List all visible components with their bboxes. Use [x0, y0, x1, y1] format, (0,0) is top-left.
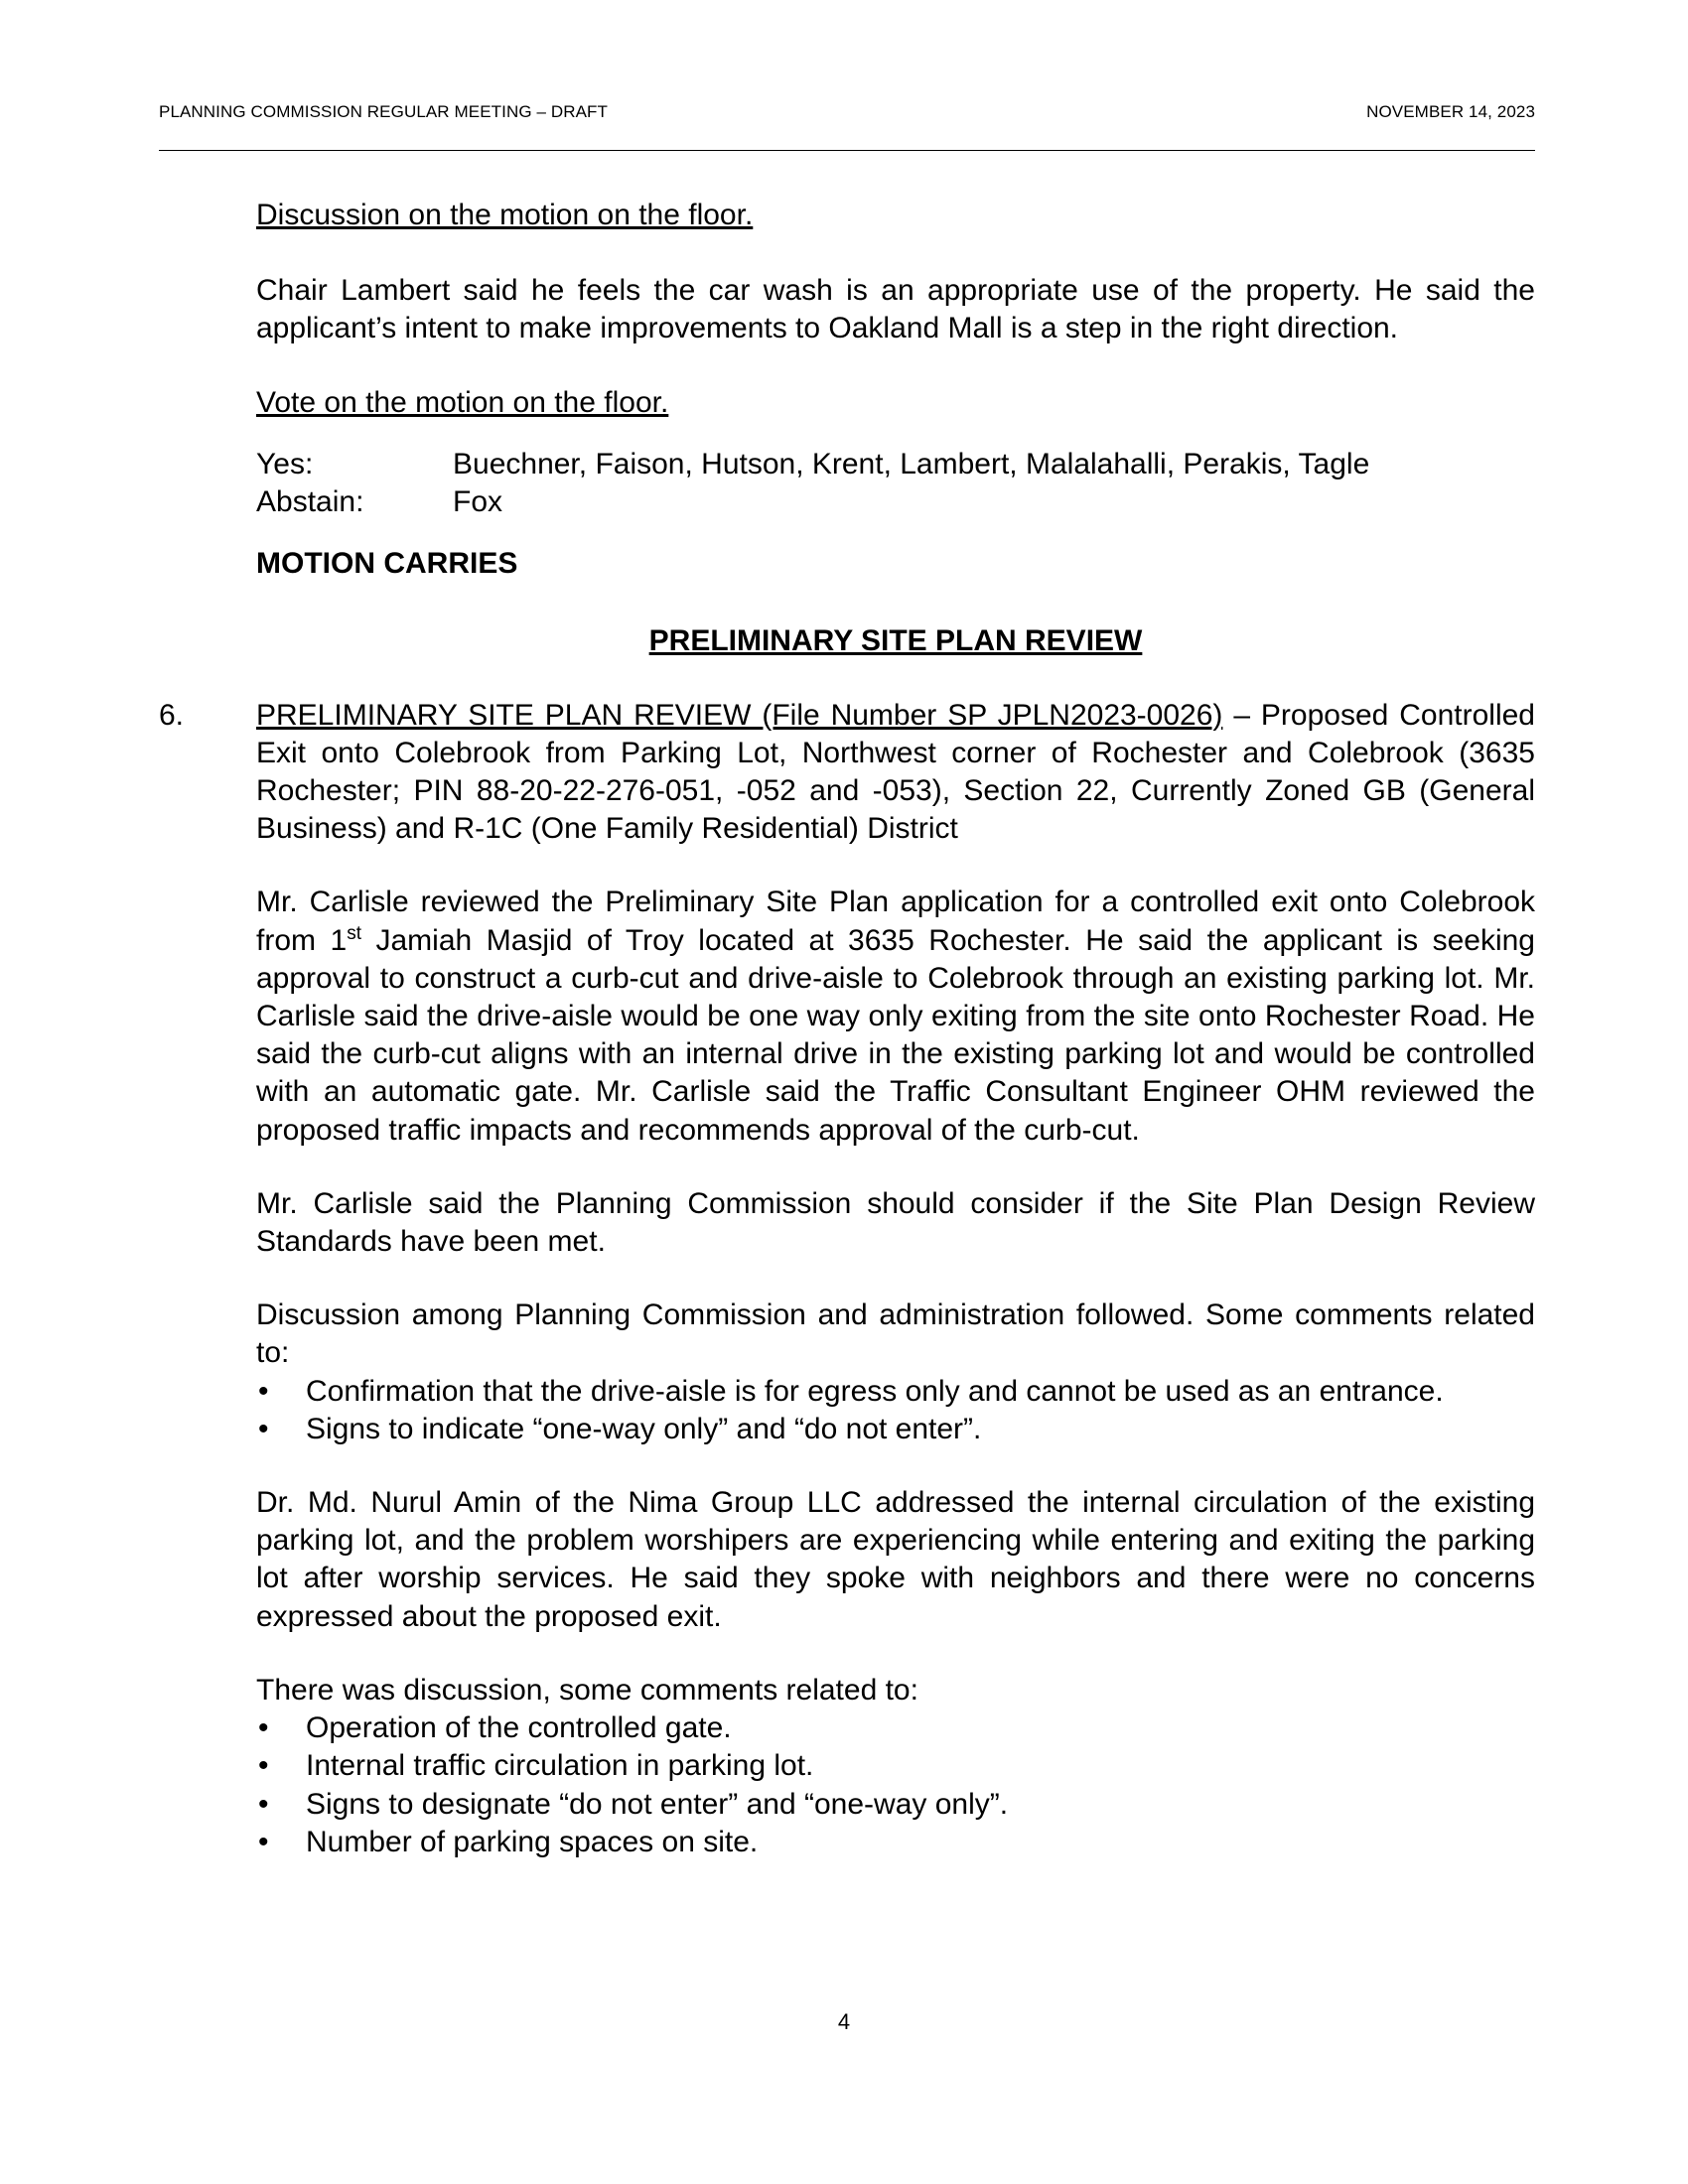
item-title	[256, 697, 1535, 849]
item-title-rest: – Proposed Controlled Exit onto Colebrook from Parking Lot, Northwest corner of Rochester and Colebrook (3635 Rochester; PIN 88-20-22-276-051, -052 and -053), Section 22, Currently Zoned GB (General Business) and R-1C (One Family Residential) District	[256, 698, 1535, 846]
header-meeting-title: PLANNING COMMISSION REGULAR MEETING – DRAFT	[159, 102, 609, 121]
para1-start: Mr. Carlisle reviewed the Preliminary Site Plan application for a controlled exit onto Colebrook from 1	[256, 886, 1535, 957]
vote-yes-names: Buechner, Faison, Hutson, Krent, Lambert, Malalahalli, Perakis, Tagle	[453, 447, 1370, 480]
list-item: • Number of parking spaces on site.	[256, 1824, 1535, 1861]
list-item: • Confirmation that the drive-aisle is for egress only and cannot be used as an entrance.	[256, 1373, 1535, 1411]
page-number: 4	[837, 2009, 851, 2034]
item-number: 6.	[159, 698, 185, 732]
paragraph-discussion: Discussion among Planning Commission and administration followed. Some comments related to:	[256, 1298, 1535, 1370]
vote-abstain-names: Fox	[453, 485, 503, 519]
list-item: • Operation of the controlled gate.	[256, 1709, 1535, 1747]
agenda-item-6	[159, 697, 1535, 849]
document-body	[159, 197, 1535, 1861]
list-item: • Signs to designate “do not enter” and “one-way only”.	[256, 1786, 1535, 1824]
para1-end: Jamiah Masjid of Troy located at 3635 Rochester. He said the applicant is seeking approval to construct a curb-cut and drive-aisle to Colebrook through an existing parking lot. Mr. Carlisle said the drive-aisle would be one way only exiting from the site onto Rochester Road. He said the curb-cut aligns with an internal drive in the existing parking lot and would be controlled with an automatic gate. Mr. Carlisle said the Traffic Consultant Engineer OHM reviewed the proposed traffic impacts and recommends approval of the curb-cut.	[256, 923, 1535, 1147]
paragraph-standards: Mr. Carlisle said the Planning Commission should consider if the Site Plan Design Review Standards have been met.	[256, 1186, 1535, 1259]
header-date: NOVEMBER 14, 2023	[1366, 102, 1535, 121]
discussion-text: Chair Lambert said he feels the car wash is an appropriate use of the property. He said the applicant’s intent to make improvements to Oakland Mall is a step in the right direction.	[256, 274, 1535, 345]
vote-heading: Vote on the motion on the floor.	[256, 385, 669, 419]
motion-result: MOTION CARRIES	[256, 547, 518, 581]
bullet-list-2	[256, 1709, 1535, 1861]
item-title-underlined: PRELIMINARY SITE PLAN REVIEW (File Number SP JPLN2023-0026)	[256, 698, 1223, 732]
vote-table	[256, 446, 1535, 521]
list-item: • Signs to indicate “one-way only” and “do not enter”.	[256, 1411, 1535, 1448]
discussion-heading: Discussion on the motion on the floor.	[256, 199, 754, 231]
vote-abstain-label: Abstain:	[256, 485, 364, 519]
section-heading: PRELIMINARY SITE PLAN REVIEW	[648, 624, 1143, 658]
list-item: • Internal traffic circulation in parking lot.	[256, 1747, 1535, 1785]
page-header	[159, 102, 1535, 151]
paragraph-amin: Dr. Md. Nurul Amin of the Nima Group LLC addressed the internal circulation of the existing parking lot, and the problem worshipers are experiencing while entering and exiting the parking lot after worship services. He said they spoke with neighbors and there were no concerns expressed about the proposed exit.	[256, 1486, 1535, 1633]
bullet-list-1	[256, 1373, 1535, 1448]
paragraph-carlisle-review	[256, 884, 1535, 1149]
vote-yes-label: Yes:	[256, 447, 314, 480]
paragraph-discussion-2: There was discussion, some comments related to:	[256, 1673, 918, 1706]
para1-superscript: st	[347, 922, 361, 944]
